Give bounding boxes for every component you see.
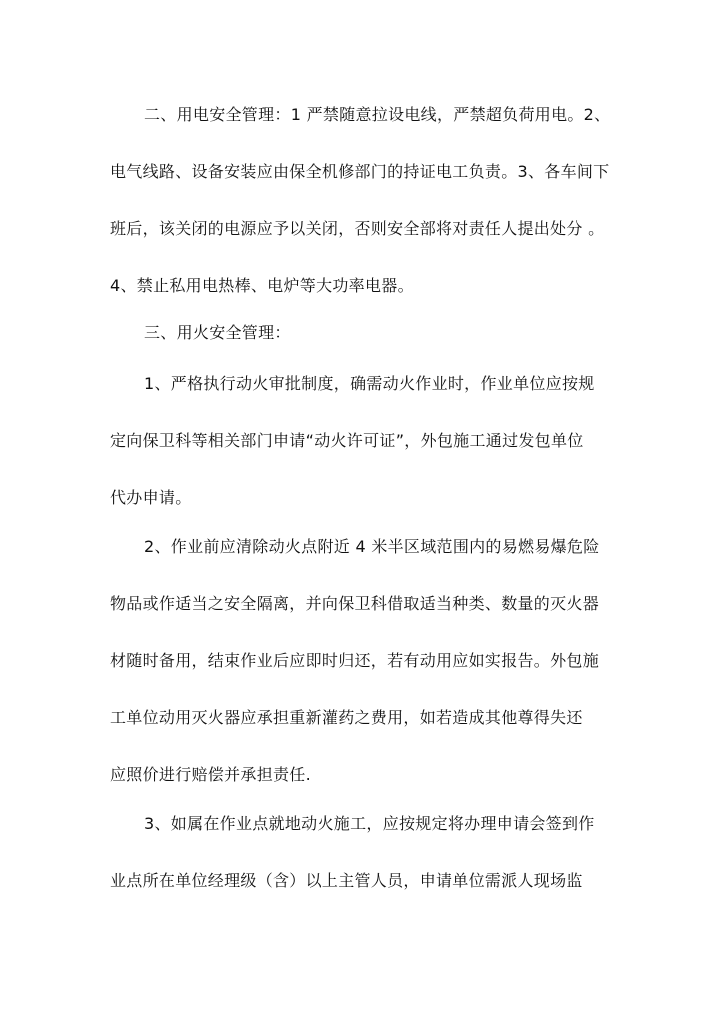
- section-heading-fire-safety: 三、用火安全管理：: [144, 323, 291, 342]
- paragraph-line-8: 代办申请。: [110, 488, 192, 507]
- paragraph-line-14: 3、如属在作业点就地动火施工，应按规定将办理申请会签到作: [144, 814, 595, 833]
- paragraph-line-7: 定向保卫科等相关部门申请“动火许可证”，外包施工通过发包单位: [110, 431, 584, 450]
- paragraph-line-15: 业点所在单位经理级（含）以上主管人员，申请单位需派人现场监: [110, 871, 583, 890]
- paragraph-line-3: 班后，该关闭的电源应予以关闭，否则安全部将对责任人提出处分 。: [110, 219, 605, 238]
- paragraph-line-12: 工单位动用灭火器应承担重新灌药之费用，如若造成其他尊得失还: [110, 708, 583, 727]
- paragraph-line-11: 材随时备用，结束作业后应即时归还，若有动用应如实报告。外包施: [110, 651, 600, 670]
- paragraph-line-1: 二、用电安全管理：1 严禁随意拉设电线，严禁超负荷用电。2、: [144, 105, 611, 124]
- paragraph-line-13: 应照价进行赔偿并承担责任.: [110, 765, 311, 784]
- paragraph-line-10: 物品或作适当之安全隔离，并向保卫科借取适当种类、数量的灭火器: [110, 594, 600, 613]
- paragraph-line-6: 1、严格执行动火审批制度，确需动火作业时，作业单位应按规: [144, 374, 595, 393]
- paragraph-line-9: 2、作业前应清除动火点附近 4 米半区域范围内的易燃易爆危险: [144, 537, 600, 556]
- paragraph-line-4: 4、禁止私用电热棒、电炉等大功率电器。: [110, 276, 414, 295]
- paragraph-line-2: 电气线路、设备安装应由保全机修部门的持证电工负责。3、各车间下: [110, 162, 610, 181]
